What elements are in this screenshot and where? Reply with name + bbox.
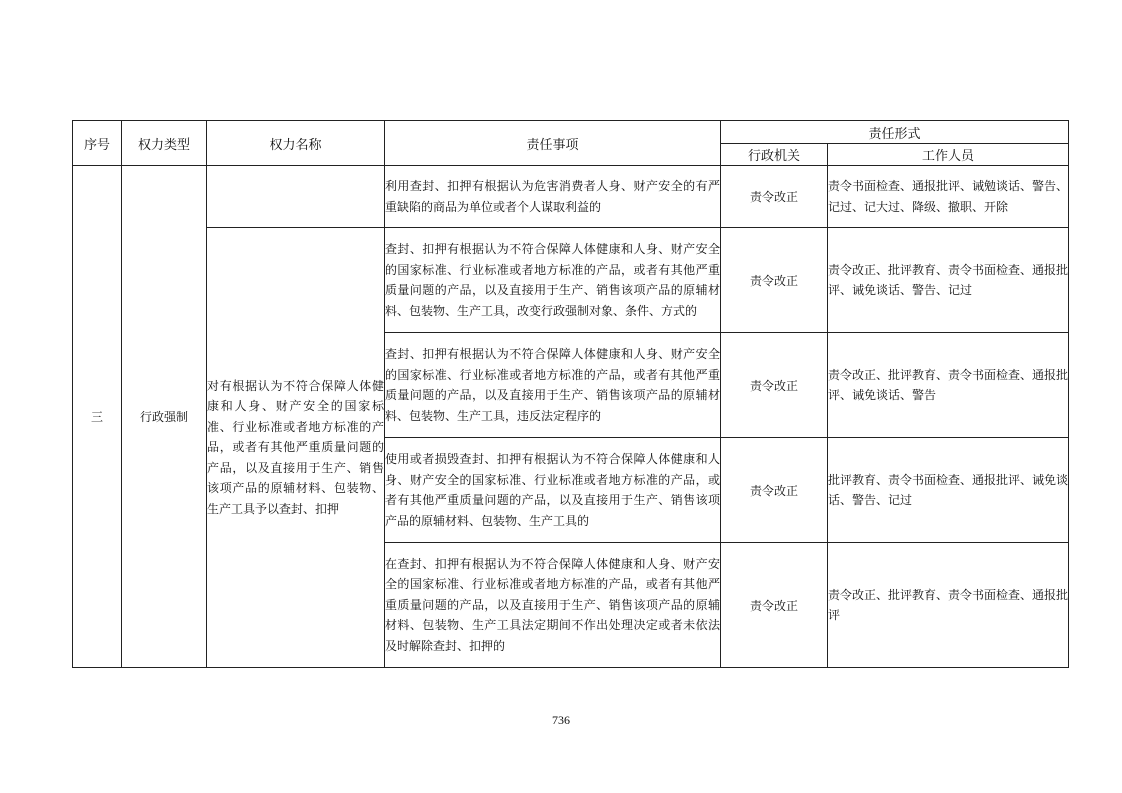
header-power-type: 权力类型 bbox=[122, 121, 207, 166]
header-power-name: 权力名称 bbox=[207, 121, 385, 166]
matter-cell: 使用或者损毁查封、扣押有根据认为不符合保障人体健康和人身、财产安全的国家标准、行业标准或者地方标准的产品，或者有其他严重质量问题的产品，以及直接用于生产、销售该项产品的原辅材料、包装物、生产工具的 bbox=[385, 438, 721, 543]
power-name-cell: 对有根据认为不符合保障人体健康和人身、财产安全的国家标准、行业标准或者地方标准的产品，或者有其他严重质量问题的产品，以及直接用于生产、销售该项产品的原辅材料、包装物、生产工具予以查封、扣押 bbox=[207, 228, 385, 668]
responsibility-table bbox=[72, 120, 1069, 668]
header-responsibility-form: 责任形式 bbox=[721, 121, 1069, 144]
matter-cell: 利用查封、扣押有根据认为危害消费者人身、财产安全的有严重缺陷的商品为单位或者个人谋取利益的 bbox=[385, 166, 721, 228]
agency-cell: 责令改正 bbox=[721, 333, 828, 438]
staff-cell: 责令改正、批评教育、责令书面检查、通报批评、诫免谈话、警告 bbox=[828, 333, 1069, 438]
power-type-cell: 行政强制 bbox=[122, 166, 207, 668]
staff-cell: 责令书面检查、通报批评、诫勉谈话、警告、记过、记大过、降级、撤职、开除 bbox=[828, 166, 1069, 228]
staff-cell: 责令改正、批评教育、责令书面检查、通报批评 bbox=[828, 543, 1069, 668]
agency-cell: 责令改正 bbox=[721, 543, 828, 668]
matter-cell: 在查封、扣押有根据认为不符合保障人体健康和人身、财产安全的国家标准、行业标准或者地方标准的产品，或者有其他严重质量问题的产品，以及直接用于生产、销售该项产品的原辅材料、包装物、生产工具法定期间不作出处理决定或者未依法及时解除查封、扣押的 bbox=[385, 543, 721, 668]
table-row bbox=[73, 166, 1069, 228]
staff-cell: 责令改正、批评教育、责令书面检查、通报批评、诫免谈话、警告、记过 bbox=[828, 228, 1069, 333]
agency-cell: 责令改正 bbox=[721, 228, 828, 333]
page-number: 736 bbox=[552, 713, 570, 727]
header-staff: 工作人员 bbox=[828, 144, 1069, 166]
header-agency: 行政机关 bbox=[721, 144, 828, 166]
seq-cell: 三 bbox=[73, 166, 122, 668]
power-name-cell-empty bbox=[207, 166, 385, 228]
matter-cell: 查封、扣押有根据认为不符合保障人体健康和人身、财产安全的国家标准、行业标准或者地方标准的产品，或者有其他严重质量问题的产品，以及直接用于生产、销售该项产品的原辅材料、包装物、生产工具，改变行政强制对象、条件、方式的 bbox=[385, 228, 721, 333]
matter-cell: 查封、扣押有根据认为不符合保障人体健康和人身、财产安全的国家标准、行业标准或者地方标准的产品，或者有其他严重质量问题的产品，以及直接用于生产、销售该项产品的原辅材料、包装物、生产工具，违反法定程序的 bbox=[385, 333, 721, 438]
staff-cell: 批评教育、责令书面检查、通报批评、诫免谈话、警告、记过 bbox=[828, 438, 1069, 543]
table-row bbox=[73, 228, 1069, 333]
header-responsibility: 责任事项 bbox=[385, 121, 721, 166]
header-seq: 序号 bbox=[73, 121, 122, 166]
agency-cell: 责令改正 bbox=[721, 438, 828, 543]
agency-cell: 责令改正 bbox=[721, 166, 828, 228]
